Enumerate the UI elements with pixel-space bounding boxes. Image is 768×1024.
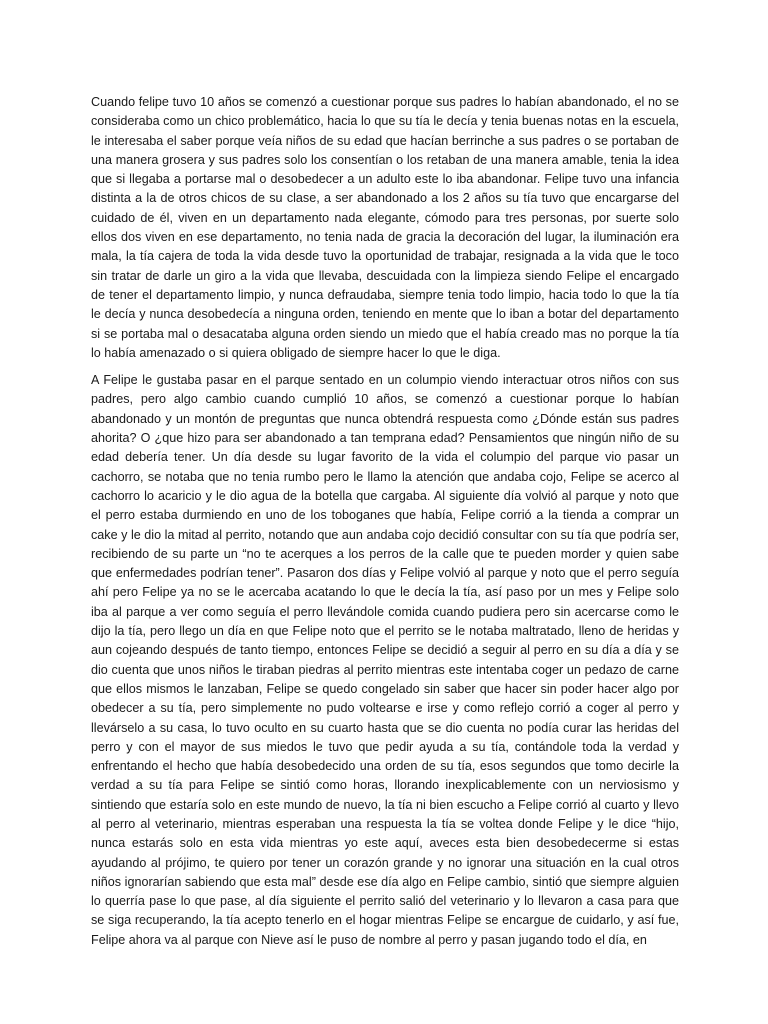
paragraph-1: Cuando felipe tuvo 10 años se comenzó a cuestionar porque sus padres lo habían abandonado, el no se consideraba como un chico problemático, hacia lo que su tía le decía y tenia buenas notas en la escuela, le interesaba el saber porque veía niños de su edad que hacían berrinche a sus padres o se portaban de una manera grosera y sus padres solo los consentían o los retaban de una manera amable, tenia la idea que si llegaba a portarse mal o desobedecer a un adulto este lo iba abandonar. Felipe tuvo una infancia distinta a la de otros chicos de su clase, a ser abandonado a los 2 años su tía tuvo que encargarse del cuidado de él, viven en un departamento nada elegante, cómodo para tres personas, por suerte solo ellos dos viven en ese departamento, no tenia nada de gracia la decoración del lugar, la iluminación era mala, la tía cajera de toda la vida desde tuvo la oportunidad de trabajar, resignada a la vida que le toco sin tratar de darle un giro a la vida que llevaba, descuidada con la limpieza siendo Felipe el encargado de tener el departamento limpio, y nunca defraudaba, siempre tenia todo limpio, hacia todo lo que la tía le decía y nunca desobedecía a ninguna orden, teniendo en mente que lo iban a botar del departamento si se portaba mal o desacataba alguna orden siendo un miedo que el había creado mas no porque la tía lo había amenazado o si quiera obligado de siempre hacer lo que le diga. — [91, 95, 679, 360]
document-body — [91, 93, 679, 958]
paragraph-2: A Felipe le gustaba pasar en el parque sentado en un columpio viendo interactuar otros niños con sus padres, pero algo cambio cuando cumplió 10 años, se comenzó a cuestionar porque lo habían abandonado y un montón de preguntas que nunca obtendrá respuesta como ¿Dónde están sus padres ahorita? O ¿que hizo para ser abandonado a tan temprana edad? Pensamientos que ningún niño de su edad debería tener. Un día desde su lugar favorito de la vida el columpio del parque vio pasar un cachorro, se notaba que no tenia rumbo pero le llamo la atención que andaba cojo, Felipe se acerco al cachorro lo acaricio y le dio agua de la botella que cargaba. Al siguiente día volvió al parque y noto que el perro estaba durmiendo en uno de los toboganes que había, Felipe corrió a la tienda a comprar un cake y le dio la mitad al perrito, notando que aun andaba cojo decidió consultar con su tía que podría ser, recibiendo de su parte un “no te acerques a los perros de la calle que te pueden morder y quien sabe que enfermedades podrían tener”. Pasaron dos días y Felipe volvió al parque y noto que el perro seguía ahí pero Felipe ya no se le acercaba acatando lo que le decía la tía, así paso por un mes y Felipe solo iba al parque a ver como seguía el perro llevándole comida cuando pudiera pero sin acercarse como le dijo la tía, pero llego un día en que Felipe noto que el perrito se le notaba maltratado, lleno de heridas y aun cojeando después de tanto tiempo, entonces Felipe se decidió a seguir al perro en su día a día y se dio cuenta que unos niños le tiraban piedras al perrito mientras este intentaba coger un pedazo de carne que ellos mismos le lanzaban, Felipe se quedo congelado sin saber que hacer sin poder hacer algo por obedecer a su tía, pero simplemente no pudo voltearse e irse y como reflejo corrió a coger al perro y llevárselo a su casa, lo tuvo oculto en su cuarto hasta que se dio cuenta no podía curar las heridas del perro y con el mayor de sus miedos le tuvo que pedir ayuda a su tía, contándole toda la verdad y enfrentando el hecho que había desobedecido una orden de su tía, esos segundos que tomo decirle la verdad a su tía para Felipe se sintió como horas, llorando inexplicablemente con un nerviosismo y sintiendo que estaría solo en este mundo de nuevo, la tía ni bien escucho a Felipe corrió al cuarto y llevo al perro al veterinario, mientras esperaban una respuesta la tía se voltea donde Felipe y le dice “hijo, nunca estarás solo en esta vida mientras yo este aquí, aveces esta bien desobedecerme si estas ayudando al prójimo, te quiero por tener un corazón grande y no ignorar una situación en la cual otros niños ignorarían sabiendo que esta mal” desde ese día algo en Felipe cambio, sintió que siempre alguien lo querría pase lo que pase, al día siguiente el perrito salió del veterinario y lo llevaron a casa para que se siga recuperando, la tía acepto tenerlo en el hogar mientras Felipe se encargue de cuidarlo, y así fue, Felipe ahora va al parque con Nieve así le puso de nombre al perro y pasan jugando todo el día, en — [91, 373, 679, 947]
